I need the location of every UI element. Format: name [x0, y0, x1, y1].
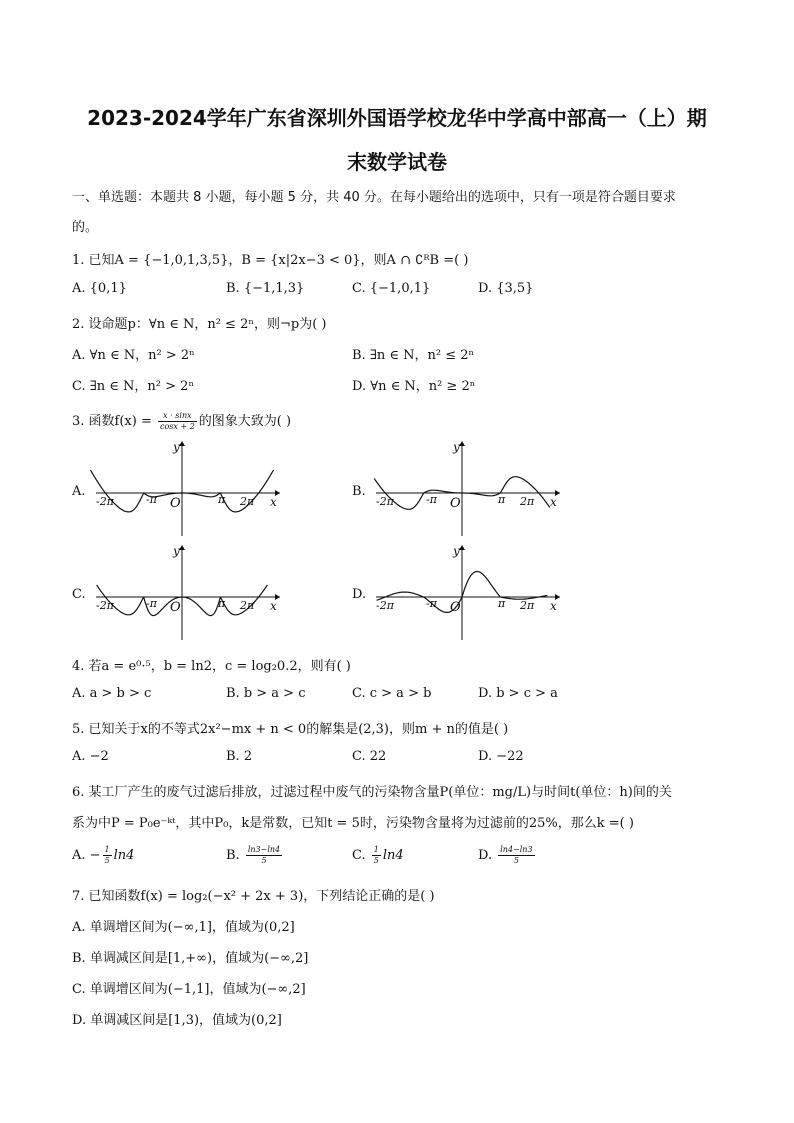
graph-d-tick-2pi: 2π [520, 599, 535, 612]
question-5-option-d: D. −22 [478, 749, 524, 764]
question-6-option-b-prefix: B. [226, 848, 244, 863]
graph-a [88, 438, 288, 538]
question-6-option-c [352, 845, 404, 866]
graph-b-y-arrow [459, 441, 465, 446]
question-1-option-a: A. {0,1} [72, 281, 127, 296]
section-heading-line2: 的。 [72, 220, 99, 235]
graph-c-label: C. [72, 587, 86, 602]
graph-b-tick-pi: π [498, 493, 506, 506]
question-6-option-b [226, 845, 284, 866]
graph-b-label: B. [352, 484, 366, 499]
graph-c-tick-pi: π [218, 597, 226, 610]
graph-c-y-label: y [173, 544, 180, 558]
graph-c-tick-negpi: -π [146, 597, 157, 610]
question-7-stem: 7. 已知函数f(x) = log₂(−x² + 2x + 3)，下列结论正确的是( ) [72, 889, 435, 904]
question-6-option-c-suffix: ln4 [382, 848, 404, 863]
question-5-option-a: A. −2 [72, 749, 109, 764]
question-3-fraction-denominator: cosx + 2 [159, 422, 195, 431]
question-6-option-c-denominator: 5 [373, 856, 379, 865]
question-2-option-c: C. ∃n ∈ N，n² > 2ⁿ [72, 379, 195, 394]
question-6-option-d-fraction [498, 845, 534, 866]
graph-b [368, 438, 568, 538]
graph-c-y-arrow [179, 545, 185, 550]
question-7-option-d: D. 单调减区间是[1,3)，值域为(0,2] [72, 1013, 282, 1028]
question-6-option-a-fraction [103, 845, 112, 866]
question-3-fraction-numerator: x · sinx [158, 411, 197, 422]
graph-d [368, 542, 568, 642]
graph-a-label: A. [72, 484, 86, 499]
section-heading-line1: 一、单选题：本题共 8 小题，每小题 5 分，共 40 分。在每小题给出的选项中，只有一项是符合题目要求 [72, 190, 676, 205]
question-7-option-a: A. 单调增区间为(−∞,1]，值域为(0,2] [72, 920, 295, 935]
graph-d-label: D. [352, 587, 367, 602]
graph-d-origin-label: O [450, 600, 461, 615]
question-6-option-d [478, 845, 537, 866]
graph-a-x-label: x [270, 495, 277, 509]
exam-title-line1: 2023-2024学年广东省深圳外国语学校龙华中学高中部高一（上）期 [87, 106, 707, 130]
question-2-option-a: A. ∀n ∈ N，n² > 2ⁿ [72, 348, 195, 363]
graph-d-y-arrow [459, 545, 465, 550]
graph-b-x-label: x [550, 495, 557, 509]
question-2-option-b: B. ∃n ∈ N，n² ≤ 2ⁿ [352, 348, 475, 363]
question-4-option-c: C. c > a > b [352, 686, 432, 701]
graph-a-tick-pi: π [218, 493, 226, 506]
question-7-option-b: B. 单调减区间是[1,+∞)，值域为(−∞,2] [72, 951, 309, 966]
question-4-option-b: B. b > a > c [226, 686, 306, 701]
question-4-option-a: A. a > b > c [72, 686, 152, 701]
graph-a-y-label: y [173, 440, 180, 454]
graph-a-tick-2pi: 2π [240, 495, 255, 508]
question-6-stem-line2: 系为中P = P₀e⁻ᵏᵗ，其中P₀，k是常数，已知t = 5时，污染物含量将为过滤前的25%，那么k =( ) [72, 816, 634, 831]
graph-b-y-label: y [453, 440, 460, 454]
question-6-option-d-numerator: ln4−ln3 [500, 845, 533, 854]
question-6-option-a [72, 845, 134, 866]
question-3-stem [72, 410, 291, 432]
graph-c-tick-2pi: 2π [240, 599, 255, 612]
question-2-option-d: D. ∀n ∈ N，n² ≥ 2ⁿ [352, 379, 476, 394]
question-6-option-c-fraction [372, 845, 381, 866]
graph-b-tick-neg2pi: -2π [376, 495, 394, 508]
question-6-option-a-prefix: A. − [72, 848, 101, 863]
question-6-option-a-denominator: 5 [104, 856, 110, 865]
graph-a-tick-neg2pi: -2π [96, 495, 114, 508]
question-6-option-a-numerator: 1 [104, 845, 110, 854]
graph-a-origin-label: O [170, 496, 181, 511]
question-4-option-d: D. b > c > a [478, 686, 558, 701]
question-1-option-c: C. {−1,0,1} [352, 281, 431, 296]
graph-a-tick-negpi: -π [146, 493, 157, 506]
question-5-option-b: B. 2 [226, 749, 253, 764]
question-2-stem: 2. 设命题p：∀n ∈ N，n² ≤ 2ⁿ，则¬p为( ) [72, 317, 327, 332]
graph-c-tick-neg2pi: -2π [96, 599, 114, 612]
question-3-stem-pre: 3. 函数f(x) = [72, 414, 156, 429]
question-1-stem: 1. 已知A = {−1,0,1,3,5}，B = {x|2x−3 < 0}，则A ∩ ∁ᴿB =( ) [72, 253, 469, 268]
graph-d-tick-pi: π [498, 597, 506, 610]
graph-b-origin-label: O [450, 496, 461, 511]
graph-d-x-label: x [550, 599, 557, 613]
graph-d-y-label: y [453, 544, 460, 558]
question-5-option-c: C. 22 [352, 749, 387, 764]
question-7-option-c: C. 单调增区间为(−1,1]，值域为(−∞,2] [72, 982, 306, 997]
question-6-option-d-prefix: D. [478, 848, 497, 863]
question-1-option-d: D. {3,5} [478, 281, 534, 296]
question-6-option-a-suffix: ln4 [113, 848, 135, 863]
graph-c-x-label: x [270, 599, 277, 613]
question-5-stem: 5. 已知关于x的不等式2x²−mx + n < 0的解集是(2,3)，则m + n的值是( ) [72, 722, 509, 737]
graph-c-origin-label: O [170, 600, 181, 615]
question-3-stem-post: 的图象大致为( ) [198, 414, 292, 429]
exam-title [60, 96, 734, 184]
exam-title-line2: 末数学试卷 [347, 150, 447, 174]
question-6-option-b-fraction [246, 845, 282, 866]
graph-d-tick-neg2pi: -2π [376, 599, 394, 612]
question-3-fraction [158, 411, 197, 432]
question-6-option-c-prefix: C. [352, 848, 370, 863]
graph-a-y-arrow [179, 441, 185, 446]
question-4-stem: 4. 若a = e⁰·⁵，b = ln2，c = log₂0.2，则有( ) [72, 659, 351, 674]
graph-d-tick-negpi: -π [426, 597, 437, 610]
question-6-option-c-numerator: 1 [373, 845, 379, 854]
question-6-stem-line1: 6. 某工厂产生的废气过滤后排放，过滤过程中废气的污染物含量P(单位：mg/L)与时间t(单位：h)间的关 [72, 785, 672, 800]
question-1-option-b: B. {−1,1,3} [226, 281, 305, 296]
question-6-option-b-numerator: ln3−ln4 [247, 845, 281, 854]
question-6-option-d-denominator: 5 [513, 856, 519, 865]
graph-b-tick-2pi: 2π [520, 495, 535, 508]
graph-c [88, 542, 288, 642]
graph-b-tick-negpi: -π [426, 493, 437, 506]
question-6-option-b-denominator: 5 [261, 856, 267, 865]
